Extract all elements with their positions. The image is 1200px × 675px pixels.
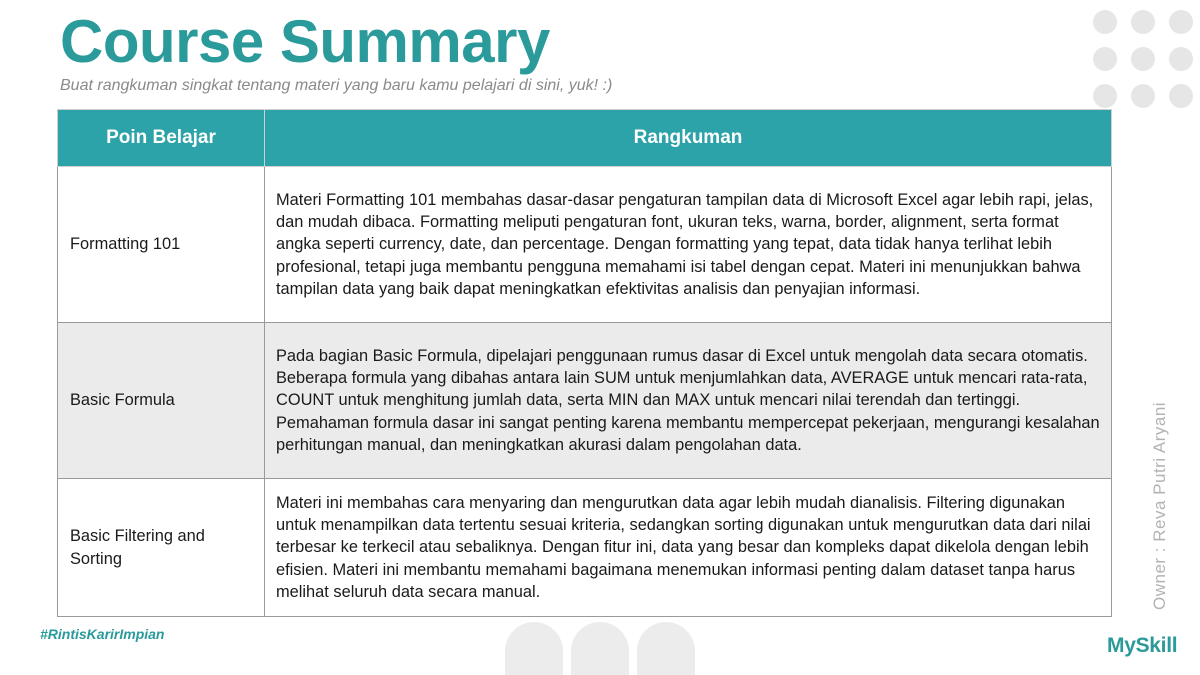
hashtag-label: #RintisKarirImpian bbox=[40, 626, 165, 642]
decor-arch bbox=[571, 622, 629, 675]
rangkuman-cell: Materi Formatting 101 membahas dasar-dasar pengaturan tampilan data di Microsoft Excel agar lebih rapi, jelas, dan mudah dibaca. Formatting meliputi pengaturan font, ukuran teks, warna, border, alignment, serta format angka seperti currency, date, dan percentage. Dengan formatting yang tepat, data tidak hanya terlihat lebih profesional, tetapi juga membantu pengguna memahami isi tabel dengan cepat. Materi ini menunjukkan bahwa tampilan data yang baik dapat meningkatkan efektivitas analisis dan penyajian informasi. bbox=[265, 167, 1112, 323]
column-header-poin: Poin Belajar bbox=[58, 110, 265, 167]
page-subtitle: Buat rangkuman singkat tentang materi yang baru kamu pelajari di sini, yuk! :) bbox=[60, 77, 613, 94]
poin-cell: Basic Formula bbox=[58, 323, 265, 479]
table-row bbox=[58, 323, 1112, 479]
decor-arch bbox=[505, 622, 563, 675]
decor-dot bbox=[1093, 10, 1117, 34]
decor-dot bbox=[1131, 84, 1155, 108]
summary-table bbox=[57, 109, 1112, 617]
decorative-dot-grid bbox=[1093, 10, 1193, 110]
page-title: Course Summary bbox=[60, 8, 550, 75]
decor-dot bbox=[1131, 10, 1155, 34]
decor-dot bbox=[1093, 47, 1117, 71]
table-row bbox=[58, 167, 1112, 323]
decorative-arches bbox=[505, 622, 705, 675]
decor-dot bbox=[1169, 84, 1193, 108]
rangkuman-cell: Pada bagian Basic Formula, dipelajari penggunaan rumus dasar di Excel untuk mengolah data secara otomatis. Beberapa formula yang dibahas antara lain SUM untuk menjumlahkan data, AVERAGE untuk mencari rata-rata, COUNT untuk menghitung jumlah data, serta MIN dan MAX untuk mencari nilai terendah dan tertinggi. Pemahaman formula dasar ini sangat penting karena membantu mempercepat pekerjaan, mengurangi kesalahan perhitungan manual, dan meningkatkan akurasi dalam pengolahan data. bbox=[265, 323, 1112, 479]
decor-dot bbox=[1169, 10, 1193, 34]
poin-cell: Basic Filtering and Sorting bbox=[58, 479, 265, 617]
decor-dot bbox=[1093, 84, 1117, 108]
owner-label: Owner : Reva Putri Aryani bbox=[1150, 401, 1169, 610]
decor-dot bbox=[1169, 47, 1193, 71]
decor-dot bbox=[1131, 47, 1155, 71]
table-header-row bbox=[58, 110, 1112, 167]
table-row bbox=[58, 479, 1112, 617]
poin-cell: Formatting 101 bbox=[58, 167, 265, 323]
column-header-rangkuman: Rangkuman bbox=[265, 110, 1112, 167]
rangkuman-cell: Materi ini membahas cara menyaring dan mengurutkan data agar lebih mudah dianalisis. Filtering digunakan untuk menampilkan data tertentu sesuai kriteria, sedangkan sorting digunakan untuk mengurutkan data dari nilai terbesar ke terkecil atau sebaliknya. Dengan fitur ini, data yang besar dan kompleks dapat dikelola dengan lebih efisien. Materi ini membantu memahami bagaimana menemukan informasi penting dalam dataset tanpa harus melihat seluruh data secara manual. bbox=[265, 479, 1112, 617]
decor-arch bbox=[637, 622, 695, 675]
myskill-logo: MySkill bbox=[1107, 634, 1178, 657]
